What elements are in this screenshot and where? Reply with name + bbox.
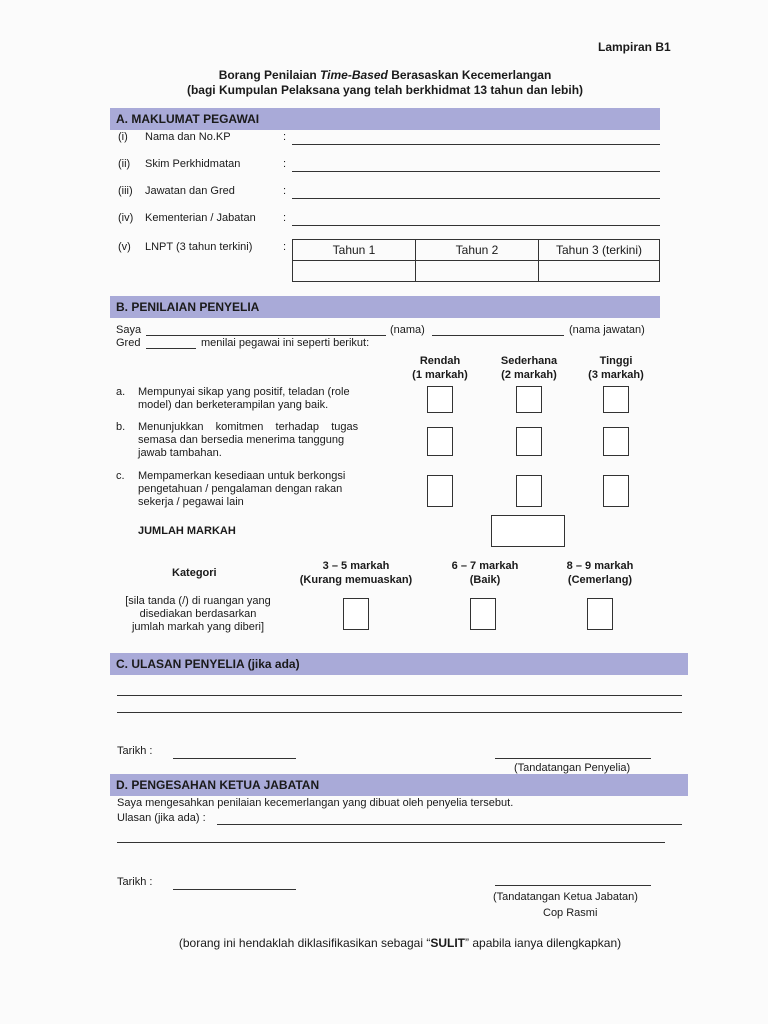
- category-1-desc: (Kurang memuaskan): [299, 574, 413, 586]
- criterion-b-line2: semasa dan bersedia menerima tanggung: [138, 434, 345, 446]
- category-kurang-checkbox[interactable]: [343, 598, 369, 630]
- category-instruction: [110, 595, 286, 634]
- lnpt-header-year1: Tahun 1: [293, 240, 416, 261]
- supervisor-remarks-line1[interactable]: [117, 695, 682, 696]
- criterion-c-line3: sekerja / pegawai lain: [138, 496, 244, 508]
- form-subtitle: (bagi Kumpulan Pelaksana yang telah berkhidmat 13 tahun dan lebih): [186, 83, 584, 97]
- service-scheme-field[interactable]: [292, 171, 660, 172]
- position-grade-field[interactable]: [292, 198, 660, 199]
- criterion-b-line3: jawab tambahan.: [138, 447, 222, 459]
- appendix-label: Lampiran B1: [598, 40, 671, 54]
- criterion-b-line1: Menunjukkan komitmen terhadap tugas: [138, 421, 359, 433]
- saya-label: Saya: [116, 324, 142, 336]
- lnpt-cell-year2[interactable]: [416, 261, 539, 282]
- criterion-c-line1: Mempamerkan kesediaan untuk berkongsi: [138, 470, 346, 482]
- section-c-date-field[interactable]: [173, 758, 296, 759]
- section-b-title: B. PENILAIAN PENYELIA: [116, 300, 260, 314]
- footer-prefix: (borang ini hendaklah diklasifikasikan sebagai “: [178, 936, 431, 950]
- lnpt-cell-year1[interactable]: [293, 261, 416, 282]
- lnpt-header-year3: Tahun 3 (terkini): [539, 240, 660, 261]
- criterion-b-sederhana-checkbox[interactable]: [516, 427, 542, 456]
- instruction-line2: disediakan berdasarkan: [139, 608, 257, 620]
- official-stamp-label: Cop Rasmi: [543, 907, 598, 919]
- criterion-c-letter: c.: [116, 470, 125, 482]
- scale-sederhana: Sederhana: [500, 355, 558, 367]
- section-d-date-label: Tarikh :: [117, 876, 153, 888]
- criterion-b-tinggi-checkbox[interactable]: [603, 427, 629, 456]
- section-c-date-label: Tarikh :: [117, 745, 153, 757]
- nama-jawatan-label: (nama jawatan): [569, 324, 645, 336]
- hod-remarks-line1[interactable]: [217, 824, 682, 825]
- section-d-date-field[interactable]: [173, 889, 296, 890]
- scale-rendah-marks: (1 markah): [412, 369, 468, 381]
- supervisor-signature-label: (Tandatangan Penyelia): [514, 762, 631, 774]
- field-colon: :: [283, 158, 287, 170]
- total-marks-box[interactable]: [491, 515, 565, 547]
- field-colon: :: [283, 185, 287, 197]
- criterion-c-tinggi-checkbox[interactable]: [603, 475, 629, 507]
- field-num-4: (iv): [118, 212, 134, 224]
- criterion-a-text: [138, 386, 388, 412]
- title-italic: Time-Based: [320, 68, 388, 82]
- criterion-c-text: [138, 470, 388, 509]
- hod-remarks-label: Ulasan (jika ada) :: [117, 812, 206, 824]
- field-label-position: Jawatan dan Gred: [145, 185, 235, 197]
- lnpt-header-year2: Tahun 2: [416, 240, 539, 261]
- field-colon: :: [283, 212, 287, 224]
- title-suffix: Berasaskan Kecemerlangan: [387, 68, 552, 82]
- criterion-c-sederhana-checkbox[interactable]: [516, 475, 542, 507]
- lnpt-table: [292, 239, 660, 282]
- total-marks-label: JUMLAH MARKAH: [138, 525, 236, 537]
- scale-rendah: Rendah: [419, 355, 461, 367]
- instruction-line3: jumlah markah yang diberi]: [131, 621, 265, 633]
- criterion-b-rendah-checkbox[interactable]: [427, 427, 453, 456]
- section-a-title: A. MAKLUMAT PEGAWAI: [116, 112, 260, 126]
- supervisor-remarks-line2[interactable]: [117, 712, 682, 713]
- section-b-header: [110, 296, 660, 318]
- field-num-2: (ii): [118, 158, 131, 170]
- criterion-b-letter: b.: [116, 421, 126, 433]
- criterion-c-rendah-checkbox[interactable]: [427, 475, 453, 507]
- supervisor-name-field[interactable]: [146, 335, 386, 336]
- supervisor-signature-line[interactable]: [495, 758, 651, 759]
- criterion-c-line2: pengetahuan / pengalaman dengan rakan: [138, 483, 343, 495]
- criterion-a-sederhana-checkbox[interactable]: [516, 386, 542, 413]
- section-a-header: [110, 108, 660, 130]
- criterion-a-letter: a.: [116, 386, 126, 398]
- ministry-department-field[interactable]: [292, 225, 660, 226]
- hod-signature-label: (Tandatangan Ketua Jabatan): [493, 891, 638, 903]
- classification-note: [100, 936, 700, 950]
- scale-sederhana-marks: (2 markah): [501, 369, 557, 381]
- supervisor-position-field[interactable]: [432, 335, 564, 336]
- menilai-label: menilai pegawai ini seperti berikut:: [201, 337, 370, 349]
- title-prefix: Borang Penilaian: [218, 68, 321, 82]
- name-ic-field[interactable]: [292, 144, 660, 145]
- hod-statement: Saya mengesahkan penilaian kecemerlangan yang dibuat oleh penyelia tersebut.: [117, 797, 514, 809]
- category-1-range: 3 – 5 markah: [322, 560, 390, 572]
- field-num-1: (i): [118, 131, 128, 143]
- hod-remarks-line2[interactable]: [117, 842, 665, 843]
- field-label-scheme: Skim Perkhidmatan: [145, 158, 241, 170]
- category-3-desc: (Cemerlang): [567, 574, 633, 586]
- criterion-a-line1: Mempunyai sikap yang positif, teladan (role: [138, 386, 350, 398]
- category-label: Kategori: [172, 567, 217, 579]
- field-colon: :: [283, 131, 287, 143]
- lnpt-cell-year3[interactable]: [539, 261, 660, 282]
- section-d-header: [110, 774, 688, 796]
- category-2-range: 6 – 7 markah: [451, 560, 519, 572]
- footer-suffix: ” apabila ianya dilengkapkan): [465, 936, 622, 950]
- hod-signature-line[interactable]: [495, 885, 651, 886]
- field-colon: :: [283, 241, 287, 253]
- instruction-line1: [sila tanda (/) di ruangan yang: [125, 595, 271, 607]
- section-d-title: D. PENGESAHAN KETUA JABATAN: [116, 778, 320, 792]
- gred-label: Gred: [116, 337, 141, 349]
- section-c-title: C. ULASAN PENYELIA (jika ada): [116, 657, 300, 671]
- field-label-name: Nama dan No.KP: [145, 131, 231, 143]
- criterion-a-tinggi-checkbox[interactable]: [603, 386, 629, 413]
- field-num-3: (iii): [118, 185, 133, 197]
- category-baik-checkbox[interactable]: [470, 598, 496, 630]
- nama-label: (nama): [390, 324, 425, 336]
- criterion-b-text: [138, 421, 388, 460]
- field-label-ministry: Kementerian / Jabatan: [145, 212, 256, 224]
- field-num-5: (v): [118, 241, 131, 253]
- criterion-a-line2: model) dan berketerampilan yang baik.: [138, 399, 329, 411]
- category-2-desc: (Baik): [469, 574, 501, 586]
- supervisor-grade-field[interactable]: [146, 348, 196, 349]
- criterion-a-rendah-checkbox[interactable]: [427, 386, 453, 413]
- section-c-header: [110, 653, 688, 675]
- scale-tinggi: Tinggi: [599, 355, 633, 367]
- footer-sulit: SULIT: [430, 936, 466, 950]
- scale-tinggi-marks: (3 markah): [588, 369, 644, 381]
- form-title: [100, 68, 670, 82]
- field-label-lnpt: LNPT (3 tahun terkini): [145, 241, 253, 253]
- category-cemerlang-checkbox[interactable]: [587, 598, 613, 630]
- category-3-range: 8 – 9 markah: [566, 560, 634, 572]
